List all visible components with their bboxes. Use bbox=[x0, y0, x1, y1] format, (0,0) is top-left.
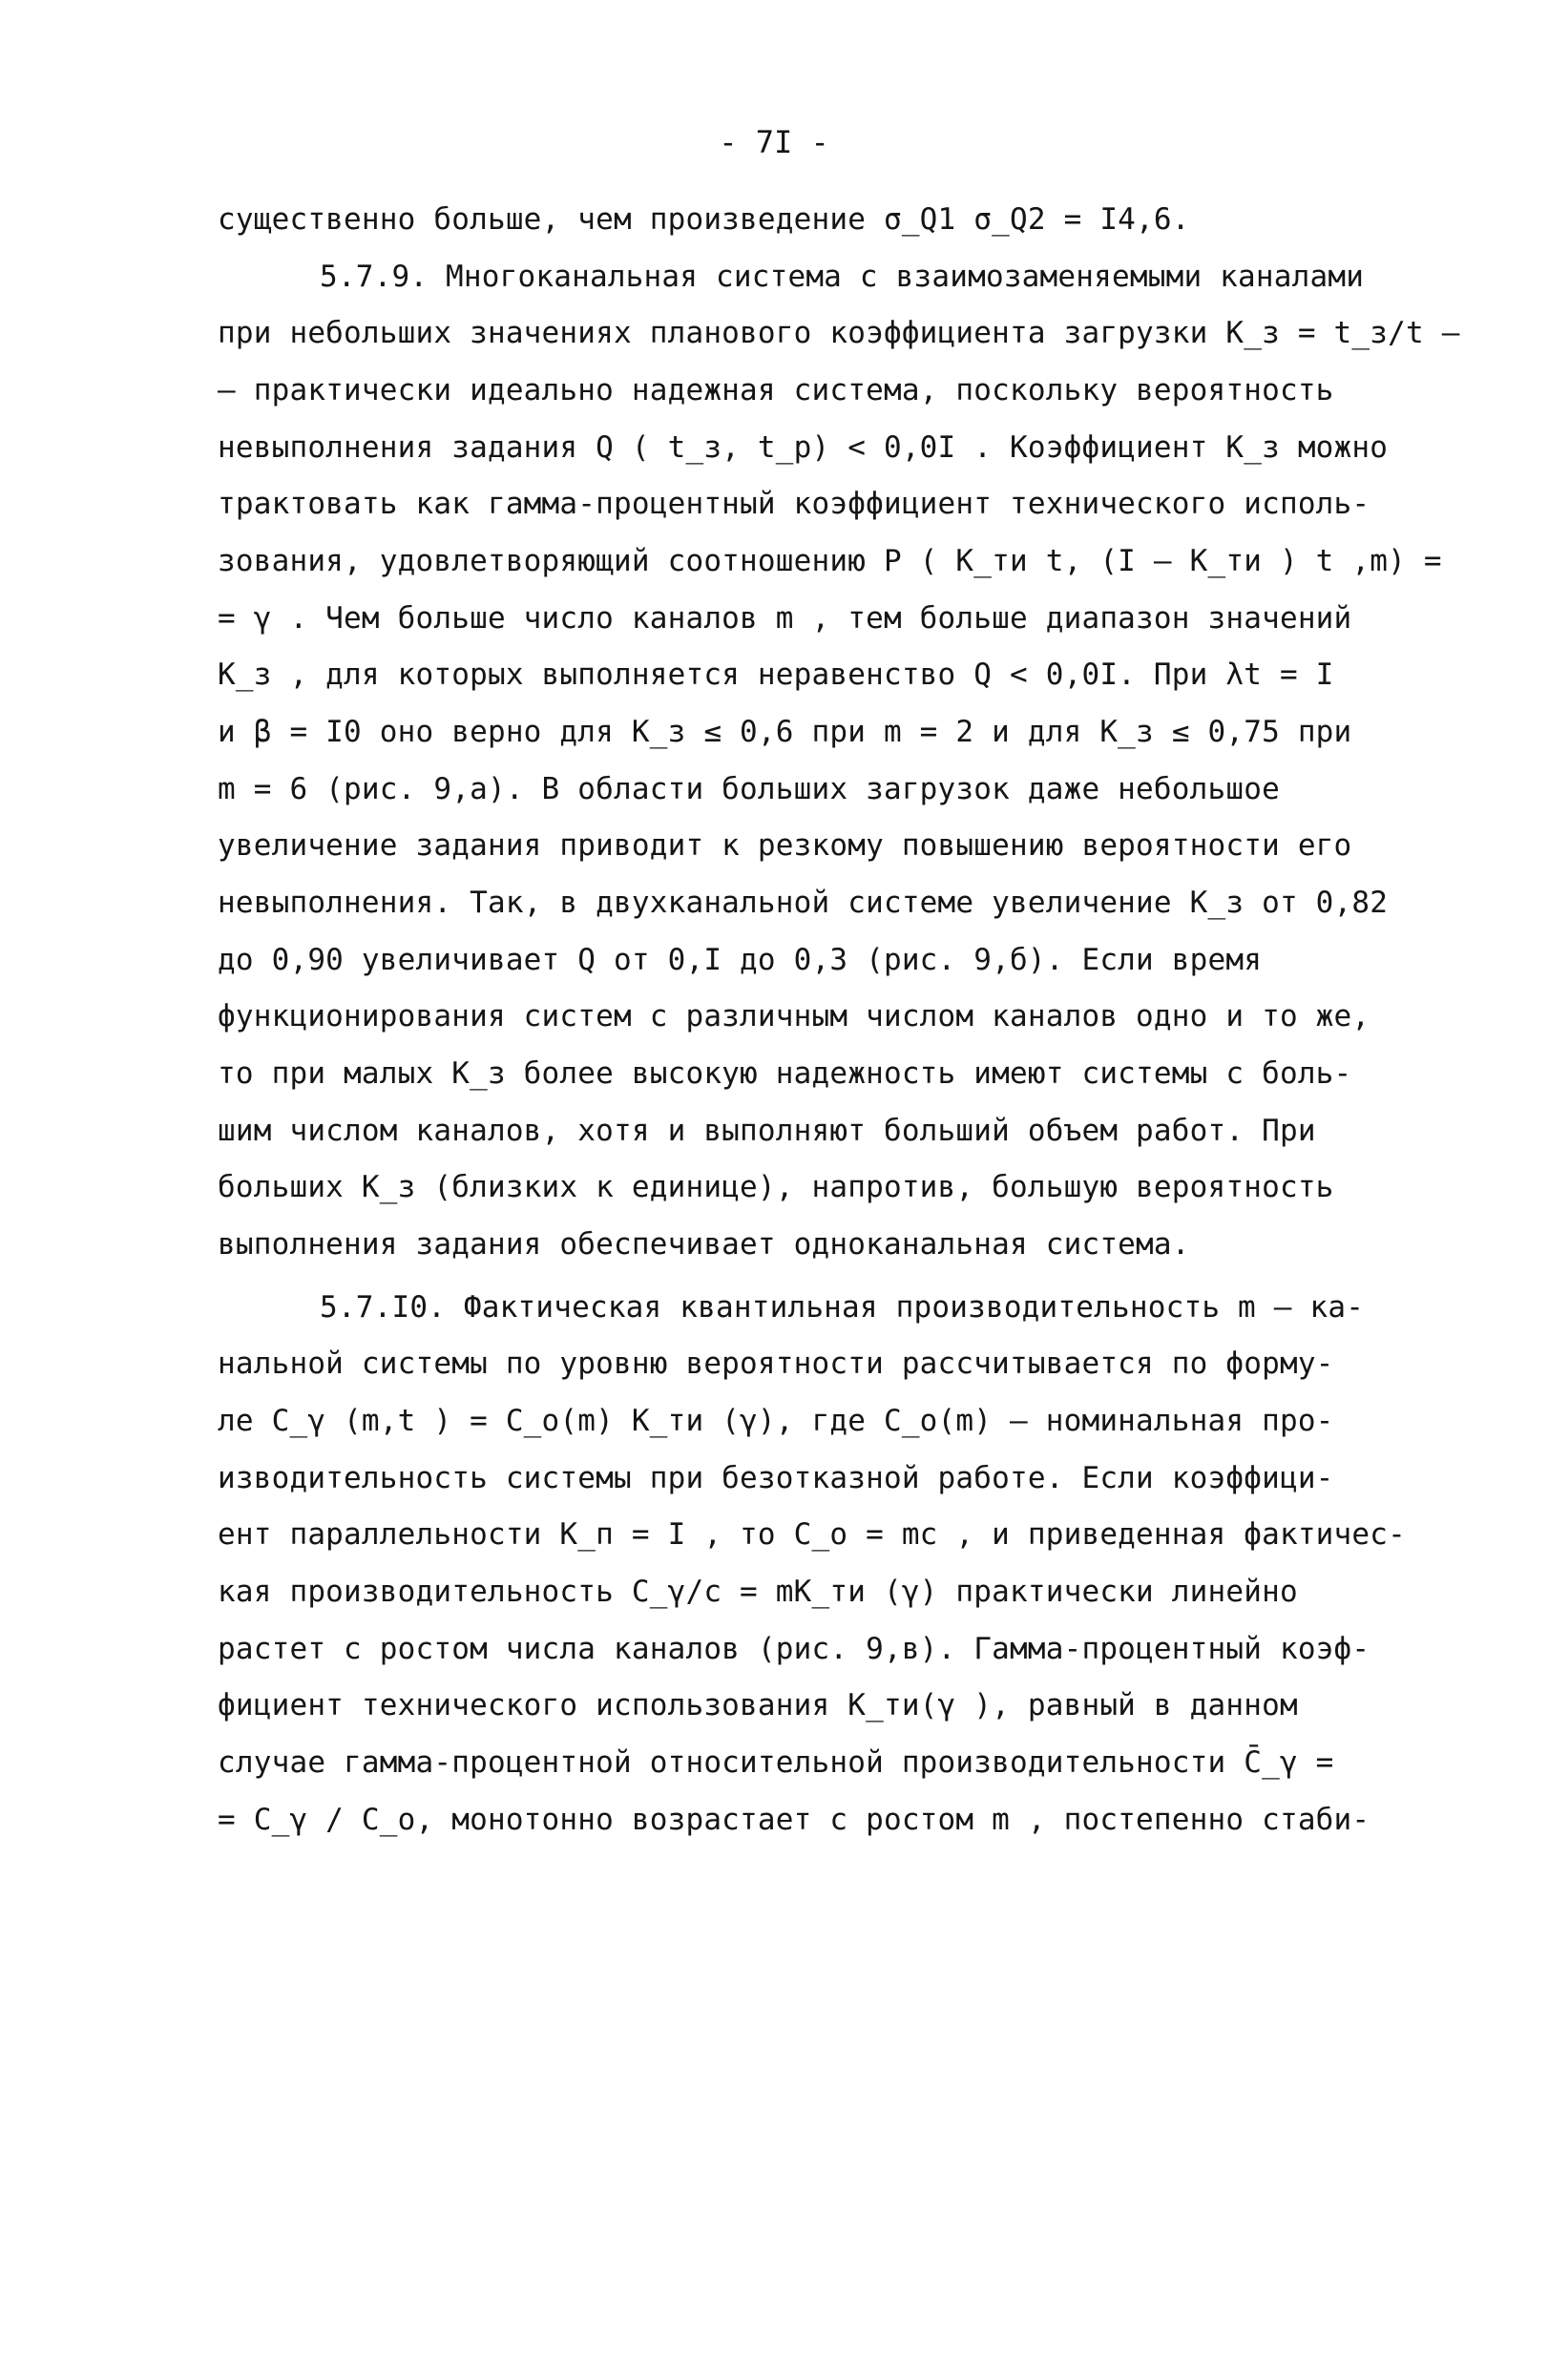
text-line: кая производительность C_γ/c = mK_ти (γ) практически линейно bbox=[218, 1575, 1298, 1609]
text-line: существенно больше, чем произведение σ_Q1 σ_Q2 = I4,6. bbox=[218, 202, 1190, 237]
text-line: шим числом каналов, хотя и выполняют больший объем работ. При bbox=[218, 1114, 1316, 1148]
text-line: до 0,90 увеличивает Q от 0,I до 0,3 (рис. 9,б). Если время bbox=[218, 943, 1263, 977]
text-line: изводительность системы при безотказной работе. Если коэффици- bbox=[218, 1461, 1334, 1495]
text-line: выполнения задания обеспечивает одноканальная система. bbox=[218, 1227, 1190, 1262]
text-line: невыполнения задания Q ( t_з, t_р) < 0,0I . Коэффициент K_з можно bbox=[218, 430, 1389, 465]
text-line: при небольших значениях планового коэффициента загрузки K_з = t_з/t – bbox=[218, 316, 1460, 350]
text-line: функционирования систем с различным числом каналов одно и то же, bbox=[218, 999, 1370, 1033]
text-line: больших K_з (близких к единице), напротив, большую вероятность bbox=[218, 1170, 1334, 1204]
text-line: трактовать как гамма-процентный коэффициент технического исполь- bbox=[218, 487, 1370, 521]
text-line: = γ . Чем больше число каналов m , тем больше диапазон значений bbox=[218, 601, 1352, 636]
text-line: то при малых K_з более высокую надежность имеют системы с боль- bbox=[218, 1056, 1352, 1091]
text-line: K_з , для которых выполняется неравенство Q < 0,0I. При λt = I bbox=[218, 658, 1334, 692]
text-line: ент параллельности K_п = I , то C_o = mc , и приведенная фактичес- bbox=[218, 1517, 1406, 1552]
text-line: m = 6 (рис. 9,а). В области больших загрузок даже небольшое bbox=[218, 772, 1280, 806]
text-line: 5.7.9. Многоканальная система с взаимозаменяемыми каналами bbox=[320, 260, 1365, 294]
text-line: – практически идеально надежная система, поскольку вероятность bbox=[218, 373, 1334, 407]
text-line: ле C_γ (m,t ) = C_o(m) K_ти (γ), где C_o(m) – номинальная про- bbox=[218, 1404, 1334, 1438]
text-line: растет с ростом числа каналов (рис. 9,в). Гамма-процентный коэф- bbox=[218, 1632, 1370, 1666]
text-line: фициент технического использования K_ти(γ ), равный в данном bbox=[218, 1688, 1298, 1722]
text-line: зования, удовлетворяющий соотношению P ( K_ти t, (I – K_ти ) t ,m) = bbox=[218, 544, 1442, 578]
page-number: - 7I - bbox=[719, 124, 829, 160]
text-line: нальной системы по уровню вероятности рассчитывается по форму- bbox=[218, 1347, 1334, 1381]
text-line: увеличение задания приводит к резкому повышению вероятности его bbox=[218, 828, 1352, 863]
text-line: и β = I0 оно верно для K_з ≤ 0,6 при m = 2 и для K_з ≤ 0,75 при bbox=[218, 715, 1352, 749]
text-line: = C_γ / C_o, монотонно возрастает с ростом m , постепенно стаби- bbox=[218, 1803, 1370, 1837]
text-line: случае гамма-процентной относительной производительности C̄_γ = bbox=[218, 1745, 1334, 1780]
text-line: невыполнения. Так, в двухканальной системе увеличение K_з от 0,82 bbox=[218, 886, 1389, 920]
text-line: 5.7.I0. Фактическая квантильная производительность m – ка- bbox=[320, 1290, 1365, 1325]
